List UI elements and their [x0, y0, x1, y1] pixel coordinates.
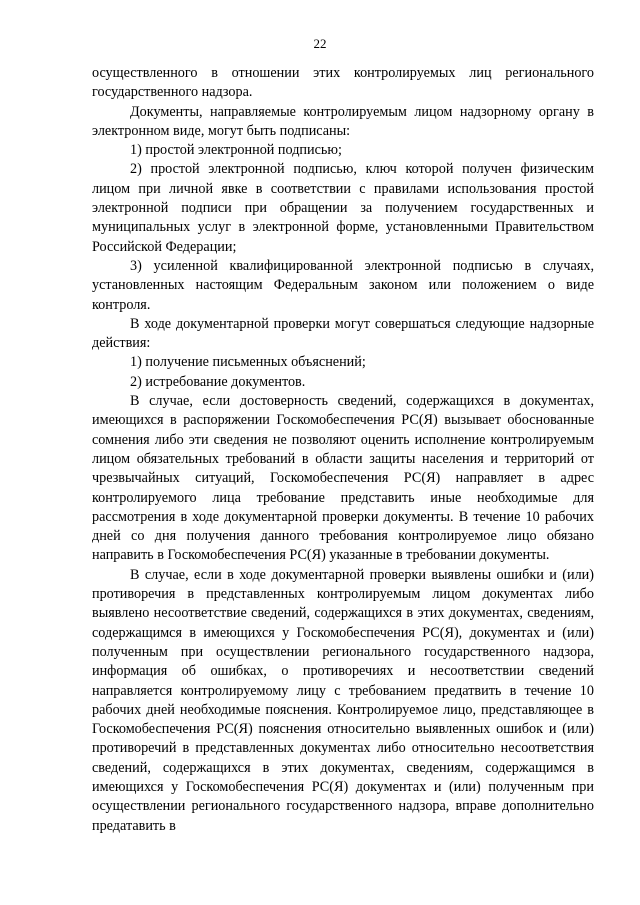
paragraph-errors: В случае, если в ходе документарной проверки выявлены ошибки и (или) противоречия в представленных контролируемым лицом документах либо выявлено несоответствие сведений, содержащихся в этих документах, сведениям, содержащимся в имеющихся у Госкомобеспечения РС(Я), документах и (или) полученным при осуществлении регионального государственного надзора, информация об ошибках, о противоречиях и несоответствии сведений направляется контролируемому лицу с требованием предатвить в течение 10 рабочих дней необходимые пояснения. Контролируемое лицо, представляющее в Госкомобеспечения РС(Я) пояснения относительно выявленных ошибок и (или) противоречий в представленных документах либо относительно несоответствия сведений, содержащихся в этих документах, сведениям, содержащимся в имеющихся у Госкомобеспечения РС(Я) документах и (или) полученным при осуществлении регионального государственного надзора, вправе дополнительно предатавить в: [92, 566, 594, 834]
list-item-documents-request: 2) истребование документов.: [130, 373, 306, 390]
list-item-qualified-signature: 3) усиленной квалифицированной электронной подписью в случаях, установленных настоящим Федеральным законом или положением о виде контроля.: [92, 257, 594, 313]
page-number: 22: [313, 36, 327, 51]
list-item-simple-signature-personal: 2) простой электронной подписью, ключ которой получен физическим лицом при личной явке в соответствии с правилами использования простой электронной подписи при обращении за получением государственных и муниципальных услуг в электронной форме, установленными Правительством Российской Федерации;: [92, 161, 594, 255]
document-body: [92, 64, 594, 836]
list-item-simple-signature: 1) простой электронной подписью;: [130, 142, 342, 159]
list-item-explanations: 1) получение письменных объяснений;: [130, 354, 366, 371]
paragraph-signatures-intro: Документы, направляемые контролируемым лицом надзорному органу в электронном виде, могут быть подписаны:: [92, 103, 594, 139]
paragraph-reliability: В случае, если достоверность сведений, содержащихся в документах, имеющихся в распоряжении Госкомобеспечения РС(Я) вызывает обоснованные сомнения либо эти сведения не позволяют оценить исполнение контролируемым лицом обязательных требований в области защиты населения и территорий от чрезвычайных ситуаций, Госкомобеспечения РС(Я) направляет в адрес контролируемого лица требование представить иные необходимые для рассмотрения в ходе документарной проверки документы. В течение 10 рабочих дней со дня получения данного требования контролируемое лицо обязано направить в Госкомобеспечения РС(Я) указанные в требовании документы.: [92, 393, 594, 564]
paragraph-continuation: осуществленного в отношении этих контролируемых лиц регионального государственного надзора.: [92, 65, 594, 101]
paragraph-actions-intro: В ходе документарной проверки могут совершаться следующие надзорные действия:: [92, 315, 594, 352]
